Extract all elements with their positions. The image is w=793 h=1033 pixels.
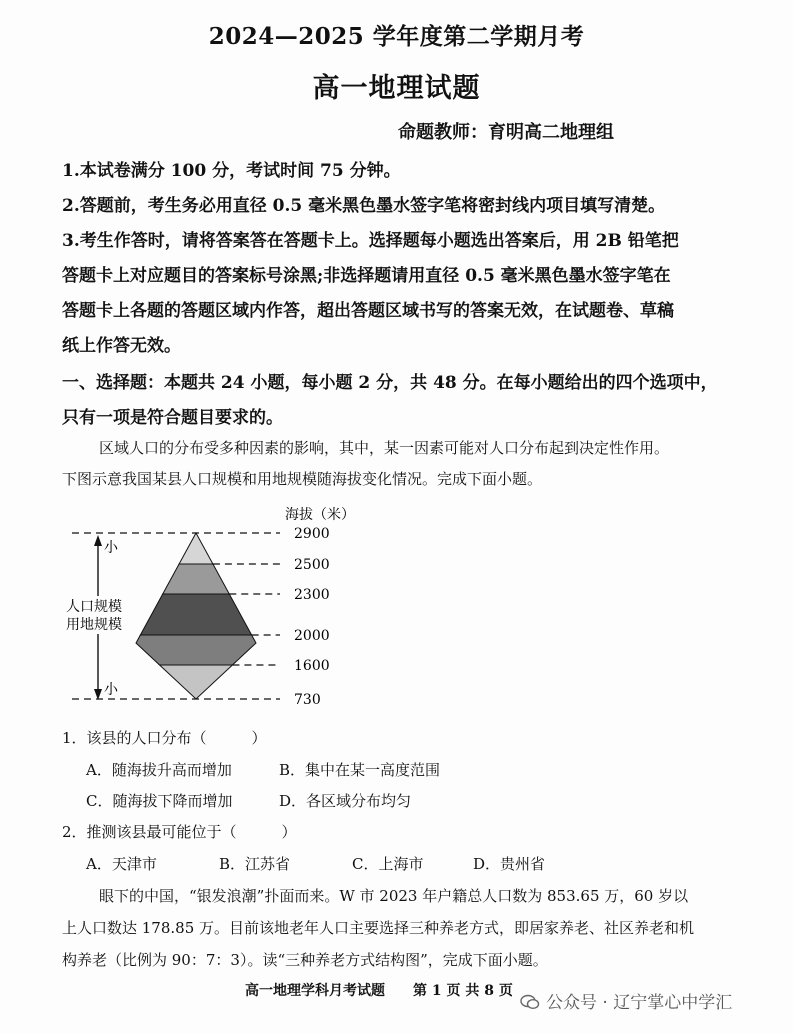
author-line: 命题教师：育明高二地理组 xyxy=(398,122,614,143)
watermark xyxy=(520,988,732,1013)
passage1-line2: 下图示意我国某县人口规模和用地规模随海拔变化情况。完成下面小题。 xyxy=(62,470,543,488)
question-1-option-a: A．随海拔升高而增加 xyxy=(86,761,232,779)
watermark-text: 公众号 · 辽宁掌心中学汇 xyxy=(546,993,733,1013)
elevation-band-5 xyxy=(160,665,233,699)
altitude-diagram xyxy=(60,500,360,720)
question-2-option-c: C．上海市 xyxy=(352,855,424,873)
question-1-option-c: C．随海拔下降而增加 xyxy=(86,792,233,810)
axis-label-landuse: 用地规模 xyxy=(66,617,122,633)
instruction-3-line3: 答题卡上各题的答题区域内作答，超出答题区域书写的答案无效，在试题卷、草稿 xyxy=(62,301,674,321)
question-2-stem: 2．推测该县最可能位于（ ） xyxy=(62,823,297,841)
passage2-line3: 构养老（比例为 90：7：3）。读“三种养老方式结构图”，完成下面小题。 xyxy=(62,951,548,969)
level-label-1600: 1600 xyxy=(294,658,330,674)
arrow-head-up xyxy=(94,535,102,546)
arrow-label-bottom: 小 xyxy=(104,682,118,698)
question-1-option-b: B．集中在某一高度范围 xyxy=(279,761,441,779)
wechat-icon xyxy=(520,994,540,1010)
page-footer: 高一地理学科月考试题 第 1 页 共 8 页 xyxy=(245,983,513,999)
passage1-line1: 区域人口的分布受多种因素的影响，其中，某一因素可能对人口分布起到决定性作用。 xyxy=(99,439,670,457)
question-2-option-a: A．天津市 xyxy=(86,855,157,873)
arrow-label-top: 小 xyxy=(104,540,118,556)
instruction-3-line2: 答题卡上对应题目的答案标号涂黑;非选择题请用直径 0.5 毫米黑色墨水签字笔在 xyxy=(62,266,671,286)
question-2-option-d: D．贵州省 xyxy=(473,855,546,873)
exam-title: 2024—2025 学年度第二学期月考 xyxy=(208,23,585,50)
level-label-2300: 2300 xyxy=(294,587,330,603)
question-2-option-b: B．江苏省 xyxy=(219,855,291,873)
section-heading-line1: 一、选择题：本题共 24 小题，每小题 2 分，共 48 分。在每小题给出的四个选项中， xyxy=(62,373,718,393)
elevation-band-4 xyxy=(136,635,256,665)
section-heading-line2: 只有一项是符合题目要求的。 xyxy=(62,408,283,428)
instruction-1: 1.本试卷满分 100 分，考试时间 75 分钟。 xyxy=(62,161,401,181)
diagram-title: 海拔（米） xyxy=(285,507,355,523)
question-1-stem: 1．该县的人口分布（ ） xyxy=(62,729,267,747)
elevation-band-2 xyxy=(163,564,230,594)
axis-label-population: 人口规模 xyxy=(66,599,122,615)
elevation-band-1 xyxy=(179,533,213,564)
level-label-2000: 2000 xyxy=(294,628,330,644)
instruction-3-line4: 纸上作答无效。 xyxy=(62,336,181,356)
passage2-line1: 眼下的中国，“银发浪潮”扑面而来。W 市 2023 年户籍总人口数为 853.65 万，60 岁以 xyxy=(99,887,689,905)
arrow-head-down xyxy=(94,689,102,700)
level-label-2900: 2900 xyxy=(294,526,330,542)
question-1-option-d: D．各区域分布均匀 xyxy=(279,792,412,810)
instruction-2: 2.答题前，考生务必用直径 0.5 毫米黑色墨水签字笔将密封线内项目填写清楚。 xyxy=(62,196,666,216)
level-label-2500: 2500 xyxy=(294,557,330,573)
passage2-line2: 上人口数达 178.85 万。目前该地老年人口主要选择三种养老方式，即居家养老、社区养老和机 xyxy=(62,919,695,937)
elevation-band-3 xyxy=(140,594,251,635)
diagram-bands xyxy=(136,533,256,699)
level-label-730: 730 xyxy=(294,692,321,708)
subject-title: 高一地理试题 xyxy=(312,73,481,104)
instruction-3-line1: 3.考生作答时，请将答案答在答题卡上。选择题每小题选出答案后，用 2B 铅笔把 xyxy=(62,231,679,251)
